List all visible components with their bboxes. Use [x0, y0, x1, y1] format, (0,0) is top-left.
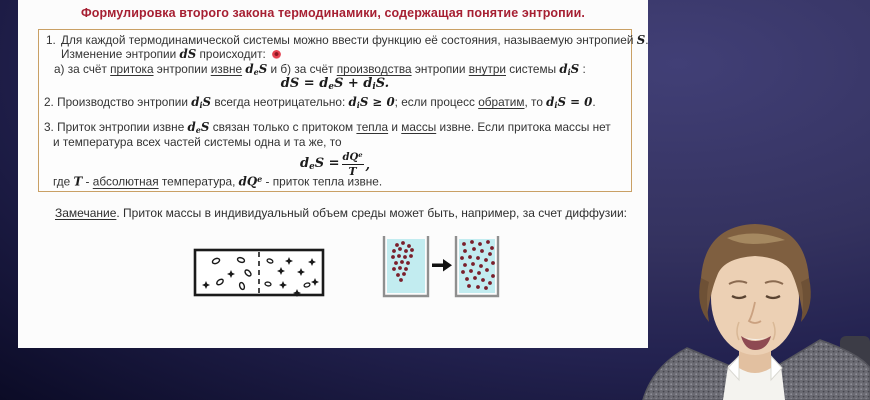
item1-line3: а) за счёт притока энтропии извне $d_eS$ и б) за счёт производства энтропии внутри системы $d_iS$ :	[54, 62, 586, 77]
entropy-sum-formula: dS = $d_eS + d_iS$.	[280, 76, 390, 93]
item3-line2: и температура всех частей системы одна и та же, то	[53, 135, 342, 149]
item1-line2-text: Изменение энтропии dS происходит:	[61, 47, 266, 61]
right-beaker	[456, 236, 498, 296]
definition-box	[38, 29, 649, 192]
item3-line1: 3. Приток энтропии извне $d_eS$ связан только с притоком тепла и массы извне. Если притока массы нет	[44, 120, 611, 135]
left-beaker-liquid	[387, 239, 425, 293]
where-line: где T - абсолютная температура, $dQ^e$ - приток тепла извне.	[53, 174, 383, 189]
formula2-tail: ,	[365, 157, 371, 173]
formula2-lhs: $d_eS$ =	[299, 155, 340, 173]
lecturer-portrait	[635, 218, 870, 400]
left-beaker	[384, 236, 428, 296]
formula2-numerator: $dQ^e$	[342, 150, 363, 163]
item1-line1-text: Для каждой термодинамической системы можно ввести функцию её состояния, называемую энтропией S.	[61, 33, 649, 47]
remark-line: Замечание. Приток массы в индивидуальный объем среды может быть, например, за счет диффузии:	[55, 206, 627, 220]
laser-pointer-icon	[272, 50, 281, 59]
item1-number: 1.	[46, 33, 56, 47]
diffusion-box-diagram	[193, 248, 325, 298]
arrow-icon	[432, 259, 452, 272]
item1-line1	[46, 33, 649, 47]
formula2-denominator: T	[348, 165, 357, 179]
slide-title: Формулировка второго закона термодинамики, содержащая понятие энтропии.	[81, 6, 585, 20]
slide	[18, 0, 648, 348]
item2-line: 2. Производство энтропии $d_iS$ всегда неотрицательно: $d_iS \ge 0$; если процесс обратим, то $d_iS = 0$.	[44, 95, 596, 110]
item1-line2	[61, 47, 281, 61]
diffusion-beakers-diagram	[364, 234, 500, 302]
